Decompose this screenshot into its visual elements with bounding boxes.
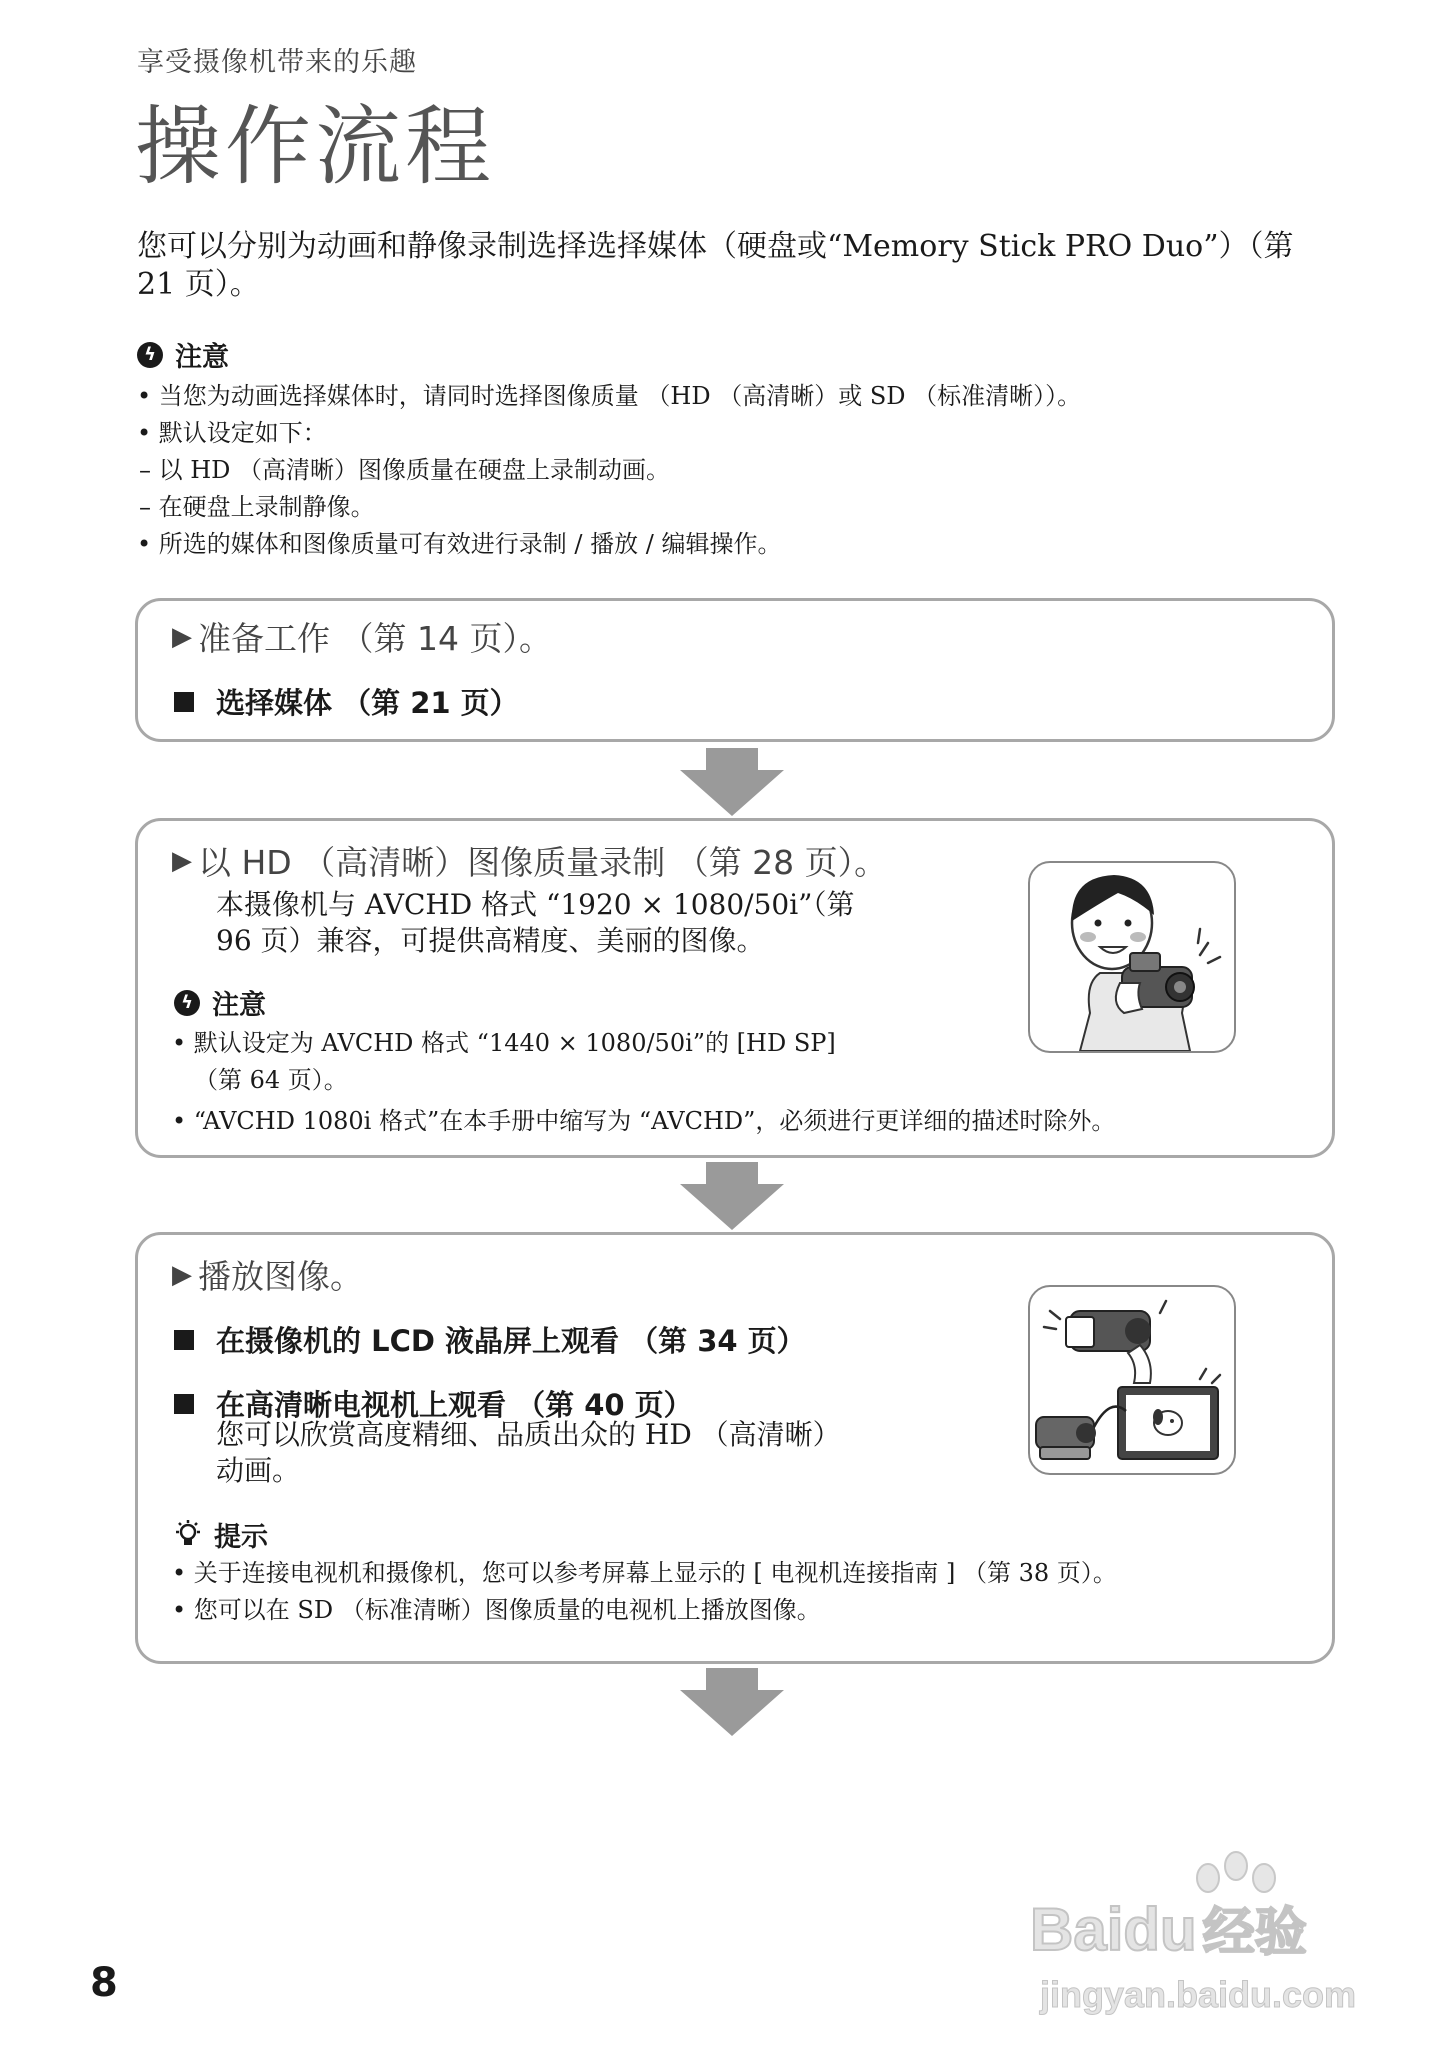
square-bullet-icon bbox=[174, 1330, 194, 1350]
tip-heading-label: 提示 bbox=[214, 1522, 268, 1553]
watermark-url: jingyan.baidu.com bbox=[1040, 1974, 1357, 2015]
triangle-bullet-icon: ▶ bbox=[172, 621, 192, 652]
record-note-list bbox=[172, 1025, 1115, 1140]
note-item: • 默认设定如下： bbox=[137, 419, 327, 447]
watermark-brand bbox=[1030, 1890, 1307, 1965]
intro-paragraph bbox=[137, 228, 1337, 304]
note-section bbox=[137, 335, 1081, 563]
person-with-camcorder-icon bbox=[1030, 863, 1234, 1051]
note-heading bbox=[137, 335, 1081, 374]
flow-arrow-down-icon bbox=[680, 748, 784, 816]
tip-item: • 您可以在 SD （标准清晰）图像质量的电视机上播放图像。 bbox=[172, 1596, 821, 1624]
step-prepare-title-text: 准备工作 （第 14 页）。 bbox=[198, 619, 552, 658]
camcorder-and-tv-icon bbox=[1030, 1287, 1234, 1473]
tip-list bbox=[172, 1555, 1117, 1629]
flow-arrow-down-icon bbox=[680, 1162, 784, 1230]
triangle-bullet-icon: ▶ bbox=[172, 845, 192, 876]
record-note-item-cont: （第 64 页）。 bbox=[194, 1066, 348, 1094]
step-prepare-title bbox=[172, 613, 552, 660]
select-media-item bbox=[174, 681, 519, 722]
triangle-bullet-icon: ▶ bbox=[172, 1259, 192, 1290]
lcd-view-item bbox=[174, 1319, 806, 1360]
step-prepare-box bbox=[135, 598, 1335, 742]
caution-icon: ϟ bbox=[174, 990, 200, 1016]
step-record-title-text: 以 HD （高清晰）图像质量录制 （第 28 页）。 bbox=[198, 843, 888, 882]
playback-illustration bbox=[1028, 1285, 1236, 1475]
record-note-heading bbox=[174, 983, 266, 1022]
page-title: 操作流程 bbox=[135, 97, 495, 197]
record-note-item: • “AVCHD 1080i 格式”在本手册中缩写为 “AVCHD”，必须进行更详细的描述时除外。 bbox=[172, 1107, 1116, 1135]
step-playback-box bbox=[135, 1232, 1335, 1664]
step-record-box bbox=[135, 818, 1335, 1158]
note-heading-label: 注意 bbox=[175, 342, 229, 373]
select-media-label: 选择媒体 （第 21 页） bbox=[216, 686, 519, 720]
watermark-brand-c: 经验 bbox=[1202, 1904, 1307, 1962]
watermark-brand-b: du bbox=[1123, 1896, 1197, 1963]
caution-icon: ϟ bbox=[137, 342, 163, 368]
tip-item: • 关于连接电视机和摄像机，您可以参考屏幕上显示的 [ 电视机连接指南 ] （第 38 页）。 bbox=[172, 1559, 1117, 1587]
record-note-heading-label: 注意 bbox=[212, 990, 266, 1021]
intro-line-2: 21 页）。 bbox=[137, 267, 260, 302]
step-record-description bbox=[216, 887, 854, 959]
hdtv-view-label: 在高清晰电视机上观看 （第 40 页） bbox=[216, 1388, 693, 1422]
watermark-brand-a: Bai bbox=[1030, 1896, 1124, 1963]
record-desc-line-2: 96 页）兼容，可提供高精度、美丽的图像。 bbox=[216, 924, 765, 957]
square-bullet-icon bbox=[174, 1394, 194, 1414]
step-playback-title bbox=[172, 1251, 363, 1298]
lcd-view-label: 在摄像机的 LCD 液晶屏上观看 （第 34 页） bbox=[216, 1324, 806, 1358]
recording-person-illustration bbox=[1028, 861, 1236, 1053]
hdtv-description bbox=[216, 1417, 841, 1489]
intro-line-1: 您可以分别为动画和静像录制选择选择媒体（硬盘或“Memory Stick PRO Duo”）（第 bbox=[137, 229, 1294, 264]
lightbulb-icon bbox=[174, 1520, 202, 1550]
step-record-title bbox=[172, 837, 887, 884]
note-list bbox=[137, 378, 1081, 563]
flow-arrow-down-icon bbox=[680, 1668, 784, 1736]
note-item: • 所选的媒体和图像质量可有效进行录制 / 播放 / 编辑操作。 bbox=[137, 530, 782, 558]
page-number: 8 bbox=[90, 1960, 118, 2006]
record-desc-line-1: 本摄像机与 AVCHD 格式 “1920 × 1080/50i”（第 bbox=[216, 888, 855, 921]
note-item: • 当您为动画选择媒体时，请同时选择图像质量 （HD （高清晰）或 SD （标准清晰））。 bbox=[137, 382, 1082, 410]
hdtv-desc-line-2: 动画。 bbox=[216, 1454, 301, 1487]
square-bullet-icon bbox=[174, 692, 194, 712]
note-subitem: – 在硬盘上录制静像。 bbox=[139, 493, 375, 521]
section-label: 享受摄像机带来的乐趣 bbox=[137, 47, 417, 78]
hdtv-desc-line-1: 您可以欣赏高度精细、品质出众的 HD （高清晰） bbox=[216, 1418, 841, 1451]
note-subitem: – 以 HD （高清晰）图像质量在硬盘上录制动画。 bbox=[139, 456, 671, 484]
baidu-watermark bbox=[1030, 1850, 1410, 2020]
step-playback-title-text: 播放图像。 bbox=[198, 1257, 363, 1296]
tip-heading bbox=[174, 1515, 268, 1554]
record-note-item: • 默认设定为 AVCHD 格式 “1440 × 1080/50i”的 [HD SP] bbox=[172, 1029, 836, 1057]
